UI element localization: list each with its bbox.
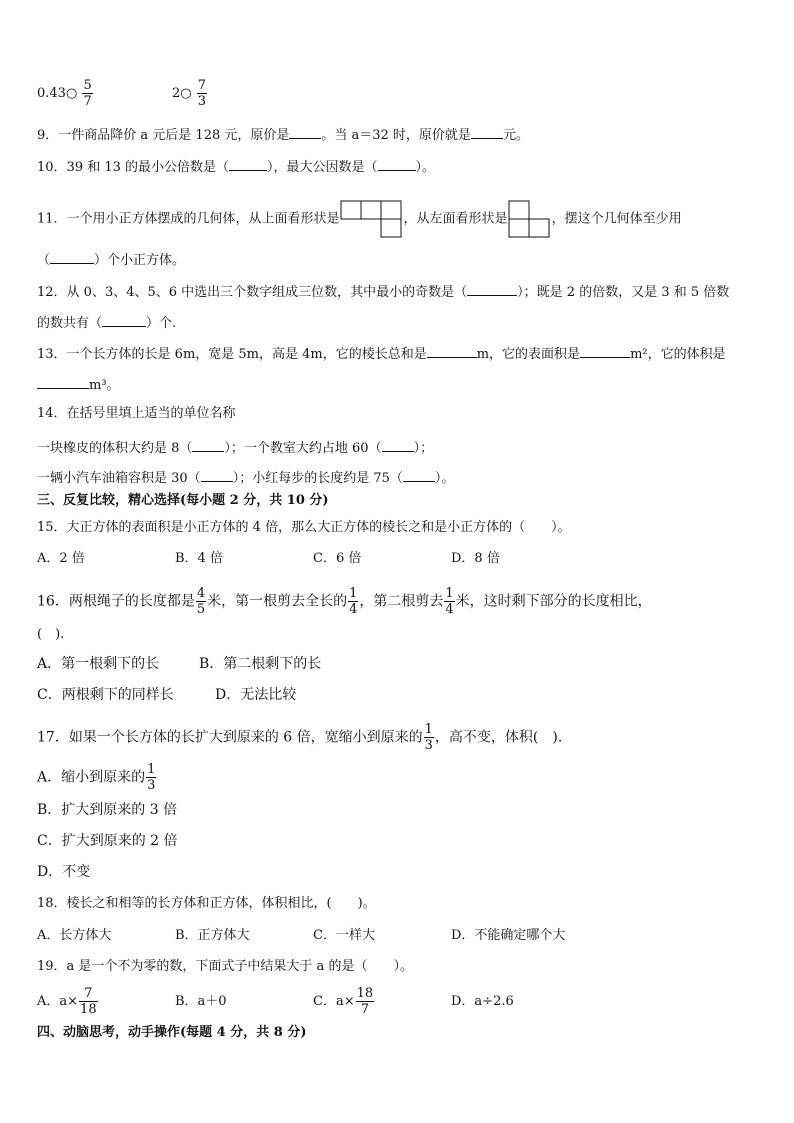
q19-opta-fraction xyxy=(79,986,98,1017)
q8-b-num: 7 xyxy=(197,78,207,93)
q19-option-c[interactable] xyxy=(313,986,451,1017)
q14-l1-text-2: ）；一个教室大约占地 60（ xyxy=(224,441,382,456)
q19-optc-text: C．a× xyxy=(313,994,355,1009)
q16-text-2: 米，第一根剪去全长的 xyxy=(207,593,348,610)
q13-blank-3[interactable] xyxy=(37,374,89,389)
q13-text-3: m²，它的体积是 xyxy=(630,347,726,362)
section-4-title: 四、动脑思考，动手操作(每题 4 分，共 8 分) xyxy=(37,1025,307,1040)
q16-line xyxy=(37,586,652,617)
q14-line-2 xyxy=(37,467,454,488)
q17-option-a-fraction xyxy=(146,762,156,793)
q14-blank-2[interactable] xyxy=(382,437,414,452)
q8-a-num: 5 xyxy=(83,78,92,93)
q17-line xyxy=(37,722,562,753)
q13-text-1: 13．一个长方体的长是 6m，宽是 5m，高是 4m，它的棱长总和是 xyxy=(37,347,427,362)
q17-f-den: 3 xyxy=(424,738,433,753)
q16-text-1: 16．两根绳子的长度都是 xyxy=(37,593,195,610)
q17-option-b[interactable]: B．扩大到原来的 3 倍 xyxy=(37,802,178,818)
q19-optc-den: 7 xyxy=(360,1002,369,1017)
q15-stem: 15．大正方体的表面积是小正方体的 4 倍，那么大正方体的棱长之和是小正方体的（ ）。 xyxy=(37,520,571,535)
q16-option-d[interactable]: D．无法比较 xyxy=(215,687,297,703)
q14-blank-3[interactable] xyxy=(201,467,233,482)
q19-options xyxy=(37,986,514,1017)
left-view-grid-icon xyxy=(508,200,552,238)
q16-text-4: 米，这时剩下部分的长度相比， xyxy=(455,593,652,610)
q13-l2-text-1: m³。 xyxy=(89,378,120,393)
q16-option-a[interactable]: A．第一根剩下的长 xyxy=(37,656,160,672)
q12-blank-1[interactable] xyxy=(467,281,517,296)
q15-option-d[interactable]: D．8 倍 xyxy=(451,551,500,566)
q16-fraction-3 xyxy=(444,586,454,617)
q14-blank-1[interactable] xyxy=(192,437,224,452)
q17-option-a-text: A．缩小到原来的 xyxy=(37,769,146,786)
q10-text-3: ）。 xyxy=(415,160,436,175)
q17-fraction xyxy=(424,722,434,753)
q16-f2-den: 4 xyxy=(349,602,358,617)
q17-option-c[interactable]: C．扩大到原来的 2 倍 xyxy=(37,833,178,849)
q13-text-2: m，它的表面积是 xyxy=(476,347,581,362)
q11-line xyxy=(37,200,682,238)
q16-f1-den: 5 xyxy=(196,602,206,617)
q16-options-row-1 xyxy=(37,655,321,673)
q16-option-b[interactable]: B．第二根剩下的长 xyxy=(199,656,322,672)
q11-l2-text-1: （ xyxy=(37,253,51,268)
q15-option-c[interactable]: C．6 倍 xyxy=(313,551,362,566)
q10-text-2: ），最大公因数是（ xyxy=(267,160,378,175)
q18-option-d[interactable]: D．不能确定哪个大 xyxy=(451,928,566,943)
q14-l2-text-2: ）；小红每步的长度约是 75（ xyxy=(232,471,403,486)
q16-fraction-2 xyxy=(348,586,358,617)
q16-fraction-1 xyxy=(196,586,206,617)
q12-blank-2[interactable] xyxy=(102,312,146,327)
q9-text-1: 9．一件商品降价 a 元后是 128 元，原价是 xyxy=(37,128,290,143)
q14-l1-text-3: ）； xyxy=(413,441,434,456)
q14-l2-text-1: 一辆小汽车油箱容积是 30（ xyxy=(37,471,201,486)
q17-text-2: ，高不变，体积( ). xyxy=(434,729,563,746)
q18-options xyxy=(37,927,565,945)
q18-stem: 18．棱长之和相等的长方体和正方体，体积相比，( )。 xyxy=(37,896,376,911)
q16-line-2: ( ). xyxy=(37,627,65,642)
q19-option-b[interactable]: B．a＋0 xyxy=(175,994,227,1009)
q9-text-2: 。当 a＝32 时，原价就是 xyxy=(321,128,471,143)
q11-blank[interactable] xyxy=(50,249,94,264)
section-3-title: 三、反复比较，精心选择(每小题 2 分，共 10 分) xyxy=(37,493,329,508)
q10-blank-2[interactable] xyxy=(378,156,416,171)
q19-option-d[interactable]: D．a÷2.6 xyxy=(451,994,514,1009)
q16-f3-den: 4 xyxy=(445,602,454,617)
q19-optc-fraction xyxy=(356,986,375,1017)
q13-blank-2[interactable] xyxy=(580,343,630,358)
q8-a-left: 0.43○ xyxy=(37,86,78,101)
q11-text-2: ，从左面看形状是 xyxy=(403,211,508,227)
q19-opta-text: A．a× xyxy=(37,994,79,1009)
q17-opta-num: 1 xyxy=(147,762,156,777)
q17-text-1: 17．如果一个长方体的长扩大到原来的 6 倍，宽缩小到原来的 xyxy=(37,729,423,746)
top-view-grid-icon xyxy=(340,200,404,238)
q13-blank-1[interactable] xyxy=(427,343,477,358)
q10-blank-1[interactable] xyxy=(229,156,267,171)
q12-text-2: ）；既是 2 的倍数，又是 3 和 5 倍数 xyxy=(517,285,730,300)
q16-option-c[interactable]: C．两根剩下的同样长 xyxy=(37,687,174,703)
q17-option-d[interactable]: D．不变 xyxy=(37,864,91,880)
q9-blank-2[interactable] xyxy=(471,124,503,139)
q12-l2-text-1: 的数共有（ xyxy=(37,316,103,331)
q14-title: 14．在括号里填上适当的单位名称 xyxy=(37,406,236,421)
q8-b-fraction xyxy=(197,78,207,109)
q17-opta-den: 3 xyxy=(147,778,156,793)
q16-f2-num: 1 xyxy=(349,586,358,601)
q17-option-a[interactable] xyxy=(37,762,157,793)
q14-l1-text-1: 一块橡皮的体积大约是 8（ xyxy=(37,441,193,456)
q17-f-num: 1 xyxy=(424,722,433,737)
q14-line-1 xyxy=(37,437,433,458)
q12-line-2 xyxy=(37,312,176,333)
q8-b-den: 3 xyxy=(197,94,207,109)
q16-text-3: ，第二根剪去 xyxy=(359,593,444,610)
q15-option-b[interactable]: B．4 倍 xyxy=(175,551,223,566)
q8-line xyxy=(37,78,208,109)
q11-l2-text-2: ）个小正方体。 xyxy=(94,253,186,268)
q8-b-left: 2○ xyxy=(172,86,192,101)
q16-f1-num: 4 xyxy=(196,586,206,601)
q11-text-3: ，摆这个几何体至少用 xyxy=(551,211,682,227)
q19-opta-num: 7 xyxy=(79,986,98,1002)
q15-options xyxy=(37,550,500,568)
q18-option-c[interactable]: C．一样大 xyxy=(313,928,375,943)
q12-line xyxy=(37,281,729,302)
q12-text-1: 12．从 0、3、4、5、6 中选出三个数字组成三位数，其中最小的奇数是（ xyxy=(37,285,468,300)
q14-l2-text-3: ）。 xyxy=(434,471,455,486)
q10-line xyxy=(37,156,435,177)
q16-f3-num: 1 xyxy=(445,586,454,601)
q19-stem: 19．a 是一个不为零的数，下面式子中结果大于 a 的是（ ）。 xyxy=(37,959,413,974)
q9-blank-1[interactable] xyxy=(289,124,321,139)
q15-option-a[interactable]: A．2 倍 xyxy=(37,551,85,566)
q14-blank-4[interactable] xyxy=(403,467,435,482)
q18-option-a[interactable]: A．长方体大 xyxy=(37,928,112,943)
q19-opta-den: 18 xyxy=(80,1002,97,1017)
q10-text-1: 10．39 和 13 的最小公倍数是（ xyxy=(37,160,230,175)
q19-option-a[interactable] xyxy=(37,986,175,1017)
q18-option-b[interactable]: B．正方体大 xyxy=(175,928,250,943)
q8-a-den: 7 xyxy=(83,94,92,109)
q13-line-2 xyxy=(37,374,120,395)
q11-text-1: 11．一个用小正方体摆成的几何体，从上面看形状是 xyxy=(37,211,340,227)
q8-a-fraction xyxy=(82,78,92,109)
q19-optc-num: 18 xyxy=(356,986,374,1001)
q16-options-row-2 xyxy=(37,686,296,704)
q9-text-3: 元。 xyxy=(502,128,529,143)
q9-line xyxy=(37,124,529,145)
q11-line-2 xyxy=(37,249,185,270)
q12-l2-text-2: ）个. xyxy=(146,316,177,331)
q13-line xyxy=(37,343,726,364)
